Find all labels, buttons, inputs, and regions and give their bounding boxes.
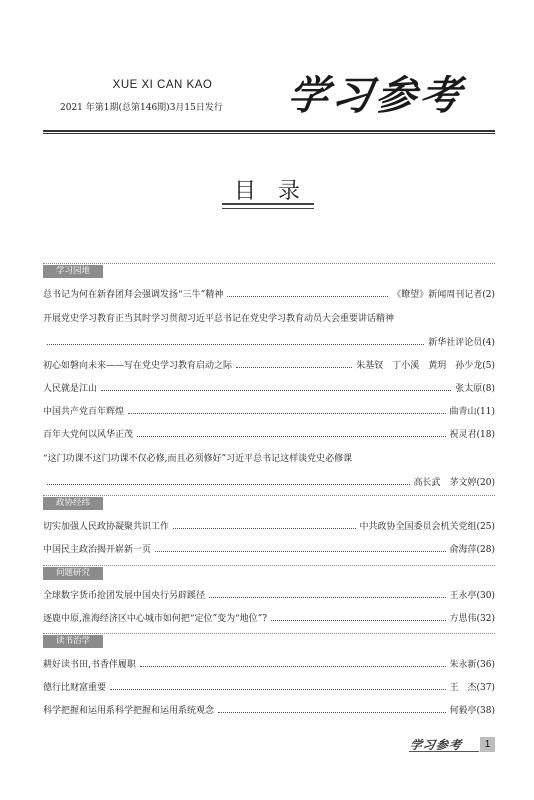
toc-entry[interactable] (43, 426, 495, 440)
toc-title-underline (222, 203, 314, 209)
entry-author: 王 杰 (449, 683, 477, 693)
entry-page: (28) (476, 545, 495, 555)
toc-entry[interactable] (43, 286, 495, 300)
magazine-logo: 学习参考 (284, 72, 468, 119)
entry-title: “这门功课不这门功课不仅必修,而且必须修好”习近平总书记这样谈党史必修课 (43, 454, 353, 464)
entry-author: 俞海萍 (449, 545, 477, 555)
footer-logo: 学习参考 (408, 738, 463, 752)
toc-entry[interactable] (43, 518, 495, 532)
entry-title: 总书记为何在新春团拜会强调发扬“三牛”精神 (43, 290, 224, 300)
dot-leader (47, 344, 424, 345)
dot-leader (236, 367, 352, 368)
entry-page: (11) (476, 407, 495, 417)
entry-author: 《瞭望》新闻周刊记者 (392, 290, 483, 300)
entry-page: (2) (482, 290, 495, 300)
entry-author: 朱永新 (449, 660, 477, 670)
toc-entry-title-line[interactable] (43, 310, 495, 324)
section-header (43, 565, 495, 580)
section-label: 政协经纬 (43, 497, 103, 510)
entry-author: 高长武 茅文婷 (413, 478, 477, 488)
dot-leader (140, 666, 446, 667)
masthead-divider (43, 130, 495, 134)
entry-title: 逐鹿中原,淮海经济区中心城市如何把“定位”变为“地位”? (43, 614, 268, 624)
toc-entry[interactable] (43, 587, 495, 601)
entry-title: 开展党史学习教育正当其时学习贯彻习近平总书记在党史学习教育动员大会重要讲话精神 (43, 314, 395, 324)
entry-author: 祝灵君 (449, 430, 477, 440)
toc-entry[interactable] (43, 474, 495, 488)
dot-leader (271, 620, 445, 621)
toc-entry[interactable] (43, 380, 495, 394)
section-label: 读书治学 (43, 635, 103, 648)
dot-leader (209, 597, 445, 598)
entry-page: (25) (476, 522, 495, 532)
entry-title: 切实加强人民政协凝聚共识工作 (43, 522, 170, 532)
toc-entry[interactable] (43, 357, 495, 371)
masthead-pinyin: XUE XI CAN KAO (112, 79, 213, 91)
entry-page: (4) (482, 338, 495, 348)
entry-title: 中国共产党百年辉煌 (43, 407, 125, 417)
dot-leader (137, 436, 445, 437)
masthead-info (60, 79, 265, 113)
entry-page: (18) (476, 430, 495, 440)
entry-title: 百年大党何以风华正茂 (43, 430, 134, 440)
dot-leader (173, 528, 355, 529)
toc-entry[interactable] (43, 403, 495, 417)
issue-info: 2021 年第1期(总第146期)3月15日发行 (60, 103, 223, 113)
page-number: 1 (480, 737, 495, 752)
entry-title: 初心如磐向未来——写在党史学习教育启动之际 (43, 361, 233, 371)
entry-author: 何毅亭 (449, 706, 477, 716)
entry-author: 新华社评论员 (428, 338, 483, 348)
entry-title: 科学把握和运用系科学把握和运用系统观念 (43, 706, 215, 716)
entry-page: (20) (476, 478, 495, 488)
entry-author: 方思伟 (449, 614, 477, 624)
entry-author: 曲青山 (449, 407, 477, 417)
section-header (43, 263, 495, 278)
section-header (43, 633, 495, 648)
entry-page: (36) (476, 660, 495, 670)
section-header (43, 495, 495, 510)
entry-page: (37) (476, 683, 495, 693)
dot-leader (47, 484, 410, 485)
toc-entry[interactable] (43, 656, 495, 670)
section-label: 问题研究 (43, 567, 103, 580)
toc-entry[interactable] (43, 334, 495, 348)
dot-leader (101, 390, 451, 391)
toc-title: 目录 (233, 179, 322, 204)
entry-title: 德行比财富重要 (43, 683, 107, 693)
entry-page: (8) (482, 384, 495, 394)
toc-entry-title-line[interactable] (43, 450, 495, 464)
dot-leader (128, 413, 445, 414)
entry-page: (30) (476, 591, 495, 601)
entry-title: 全球数字货币抢团发展中国央行另辟蹊径 (43, 591, 206, 601)
entry-author: 张太原 (455, 384, 483, 394)
entry-title: 人民就是江山 (43, 384, 98, 394)
entry-page: (32) (476, 614, 495, 624)
toc-entry[interactable] (43, 679, 495, 693)
entry-page: (5) (482, 361, 495, 371)
entry-author: 朱基钗 丁小溪 黄玥 孙少龙 (356, 361, 483, 371)
entry-author: 王永亭 (449, 591, 477, 601)
toc-entry[interactable] (43, 610, 495, 624)
footer-divider (409, 751, 479, 752)
entry-title: 耕好读书田,书香伴履职 (43, 660, 136, 670)
toc-heading (0, 174, 534, 205)
toc-entry[interactable] (43, 541, 495, 555)
entry-page: (38) (476, 706, 495, 716)
dot-leader (110, 689, 445, 690)
entry-author: 中共政协全国委员会机关党组 (359, 522, 477, 532)
section-label: 学习园地 (43, 265, 103, 278)
entry-title: 中国民主政治揭开崭新一页 (43, 545, 152, 555)
dot-leader (227, 296, 388, 297)
toc-entry[interactable] (43, 702, 495, 716)
dot-leader (218, 712, 445, 713)
dot-leader (155, 551, 445, 552)
